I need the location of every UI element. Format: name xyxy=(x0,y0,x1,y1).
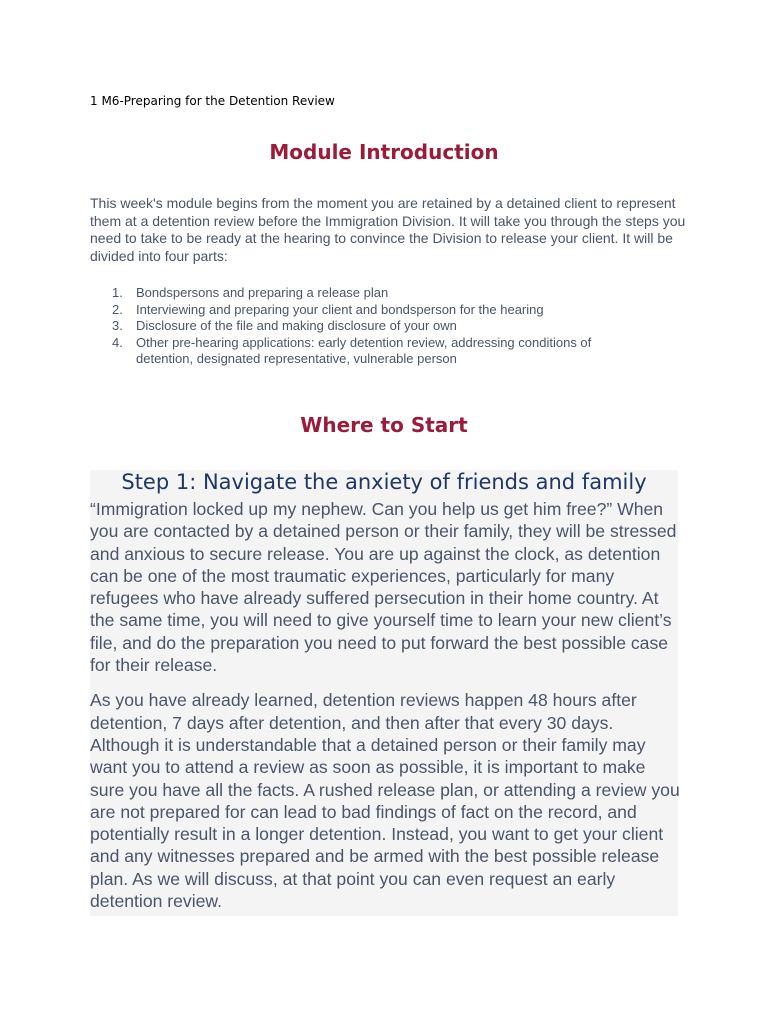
step-paragraph-2: As you have already learned, detention reviews happen 48 hours after detention, 7 days after detention, and then after that every 30 days. Although it is understandable that a detained person or their family may want you to attend a review as soon as possible, it is important to make sure you have all the facts. A rushed release plan, or attending a review you are not prepared for can lead to bad findings of fact on the record, and potentially result in a longer detention. Instead, you want to get your client and any witnesses prepared and be armed with the best possible release plan. As we will discuss, at that point you can even request an early detention review. xyxy=(90,690,680,912)
heading-where-to-start: Where to Start xyxy=(300,413,468,437)
intro-paragraph: This week's module begins from the moment you are retained by a detained client to represent them at a detention review before the Immigration Division. It will take you through the steps you need to take to be ready at the hearing to convince the Division to release your client. It will be divided into four parts: xyxy=(90,195,686,264)
step-1-body xyxy=(90,498,680,912)
heading-module-introduction: Module Introduction xyxy=(269,140,499,164)
list-item-text: Other pre-hearing applications: early detention review, addressing conditions of detention, designated representative, vulnerable person xyxy=(136,334,592,366)
list-item xyxy=(90,335,650,368)
list-item xyxy=(90,318,650,335)
list-item-number: 1. xyxy=(112,285,123,300)
step-1-title: Step 1: Navigate the anxiety of friends and family xyxy=(121,470,647,494)
list-item-text: Bondspersons and preparing a release plan xyxy=(136,285,389,300)
step-paragraph-1: “Immigration locked up my nephew. Can you help us get him free?” When you are contacted by a detained person or their family, they will be stressed and anxious to secure release. You are up against the clock, as detention can be one of the most traumatic experiences, particularly for many refugees who have already suffered persecution in their home country. At the same time, you will need to give yourself time to learn your new client’s file, and do the preparation you need to put forward the best possible case for their release. xyxy=(90,499,677,676)
parts-list xyxy=(90,285,650,368)
list-item xyxy=(90,285,650,302)
list-item-number: 2. xyxy=(112,301,123,317)
document-header: 1 M6-Preparing for the Detention Review xyxy=(90,94,335,108)
list-item-number: 4. xyxy=(112,334,123,350)
list-item-number: 3. xyxy=(112,318,123,333)
list-item-text: Interviewing and preparing your client and bondsperson for the hearing xyxy=(136,301,544,317)
list-item xyxy=(90,302,650,319)
list-item-text: Disclosure of the file and making disclosure of your own xyxy=(136,318,457,333)
